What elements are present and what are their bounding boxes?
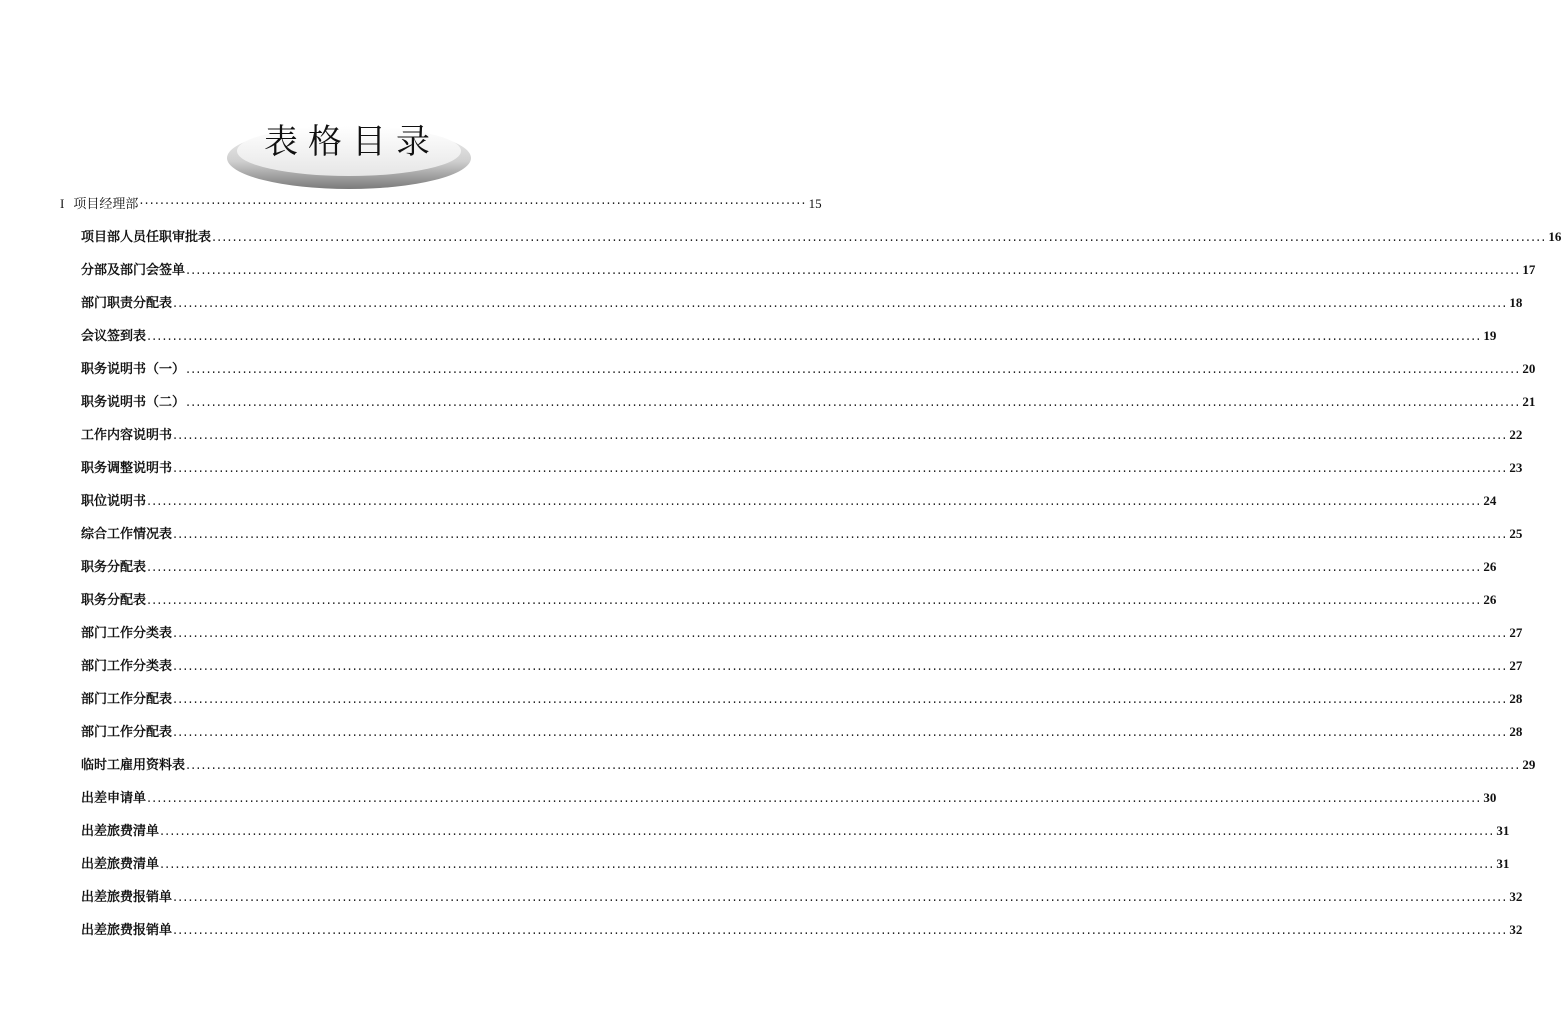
toc-entry-page-number: 19 [1483,328,1497,343]
toc-entry-page-number: 22 [1509,427,1523,442]
section-page-number: 15 [808,196,822,211]
toc-entry-page-number: 25 [1509,526,1523,541]
toc-entry-title: 部门工作分类表 [81,626,173,641]
dot-leader: .................................................................................................................................................................................................................................................................... [186,758,1521,773]
toc-entry-page-number: 21 [1522,394,1536,409]
toc-entry[interactable] [81,754,1536,776]
toc-entry[interactable] [81,490,1497,512]
toc-entry[interactable] [81,886,1523,908]
dot-leader: .................................................................................................................................................................................................................................................................... [173,428,1508,443]
toc-entry-page-number: 26 [1483,559,1497,574]
toc-entry-title: 会议签到表 [81,329,147,344]
dot-leader: .................................................................................................................................................................................................................................................................... [147,494,1482,509]
toc-entry[interactable] [81,688,1523,710]
toc-entry[interactable] [81,358,1536,380]
toc-entry-page-number: 28 [1509,691,1523,706]
dot-leader: .................................................................................................................................................................................................................................................................... [173,527,1508,542]
toc-entry[interactable] [81,787,1497,809]
dot-leader: ·································································································································· [139,197,807,212]
toc-entry[interactable] [81,853,1510,875]
title-banner [224,118,474,192]
toc-entry-title: 部门工作分类表 [81,659,173,674]
toc-entry-title: 部门工作分配表 [81,692,173,707]
toc-entry[interactable] [81,457,1523,479]
toc-entry-title: 分部及部门会签单 [81,263,186,278]
dot-leader: .................................................................................................................................................................................................................................................................... [186,395,1521,410]
section-numeral: I [60,196,65,211]
toc-entry-page-number: 16 [1548,229,1561,244]
dot-leader: .................................................................................................................................................................................................................................................................... [173,296,1508,311]
toc-entry[interactable] [81,325,1497,347]
toc-entry[interactable] [81,622,1523,644]
toc-entry-page-number: 32 [1509,889,1523,904]
toc-entry-page-number: 28 [1509,724,1523,739]
section-title: 项目经理部 [73,197,139,212]
toc-entry[interactable] [81,919,1523,941]
dot-leader: .................................................................................................................................................................................................................................................................... [186,263,1521,278]
toc-entry-page-number: 29 [1522,757,1536,772]
toc-entry-page-number: 17 [1522,262,1536,277]
dot-leader: .................................................................................................................................................................................................................................................................... [212,230,1547,245]
toc-entry-title: 综合工作情况表 [81,527,173,542]
toc-entry-title: 职务分配表 [81,560,147,575]
toc-entry[interactable] [81,721,1523,743]
toc-entry-page-number: 27 [1509,625,1523,640]
toc-entry-title: 部门职责分配表 [81,296,173,311]
toc-entry-page-number: 26 [1483,592,1497,607]
toc-entry[interactable] [81,292,1523,314]
dot-leader: .................................................................................................................................................................................................................................................................... [147,791,1482,806]
dot-leader: .................................................................................................................................................................................................................................................................... [186,362,1521,377]
toc-entry-page-number: 20 [1522,361,1536,376]
toc-entry-page-number: 31 [1496,856,1510,871]
dot-leader: .................................................................................................................................................................................................................................................................... [147,329,1482,344]
toc-entry[interactable] [81,820,1510,842]
toc-entry-title: 出差申请单 [81,791,147,806]
toc-entry[interactable] [81,523,1523,545]
toc-entry-title: 职务说明书（二） [81,395,186,410]
dot-leader: .................................................................................................................................................................................................................................................................... [173,461,1508,476]
toc-entry[interactable] [81,556,1497,578]
toc-entry-title: 工作内容说明书 [81,428,173,443]
toc-entry[interactable] [81,391,1536,413]
dot-leader: .................................................................................................................................................................................................................................................................... [160,857,1495,872]
dot-leader: .................................................................................................................................................................................................................................................................... [147,560,1482,575]
page-title: 表格目录 [264,122,440,162]
toc-entry-page-number: 24 [1483,493,1497,508]
dot-leader: .................................................................................................................................................................................................................................................................... [173,692,1508,707]
toc-entry-title: 部门工作分配表 [81,725,173,740]
toc-entry-page-number: 27 [1509,658,1523,673]
toc-entry[interactable] [81,424,1523,446]
dot-leader: .................................................................................................................................................................................................................................................................... [173,659,1508,674]
toc-entry-page-number: 23 [1509,460,1523,475]
dot-leader: .................................................................................................................................................................................................................................................................... [160,824,1495,839]
toc-entry[interactable] [81,655,1523,677]
toc-entry[interactable] [81,226,1561,248]
dot-leader: .................................................................................................................................................................................................................................................................... [173,626,1508,641]
toc-entry-title: 出差旅费清单 [81,857,160,872]
toc-entry-title: 出差旅费报销单 [81,890,173,905]
toc-entry-title: 职位说明书 [81,494,147,509]
toc-entry-title: 项目部人员任职审批表 [81,230,212,245]
toc-entry-title: 临时工雇用资料表 [81,758,186,773]
toc-section-row[interactable] [60,193,822,215]
toc-entry-page-number: 31 [1496,823,1510,838]
toc-entry-page-number: 30 [1483,790,1497,805]
toc-entry-title: 出差旅费清单 [81,824,160,839]
toc-entry-page-number: 18 [1509,295,1523,310]
toc-entry-title: 职务调整说明书 [81,461,173,476]
dot-leader: .................................................................................................................................................................................................................................................................... [173,890,1508,905]
toc-entry-title: 职务说明书（一） [81,362,186,377]
dot-leader: .................................................................................................................................................................................................................................................................... [173,923,1508,938]
toc-entry[interactable] [81,259,1536,281]
dot-leader: .................................................................................................................................................................................................................................................................... [147,593,1482,608]
dot-leader: .................................................................................................................................................................................................................................................................... [173,725,1508,740]
toc-entry[interactable] [81,589,1497,611]
toc-entry-title: 职务分配表 [81,593,147,608]
toc-entry-title: 出差旅费报销单 [81,923,173,938]
toc-entry-page-number: 32 [1509,922,1523,937]
